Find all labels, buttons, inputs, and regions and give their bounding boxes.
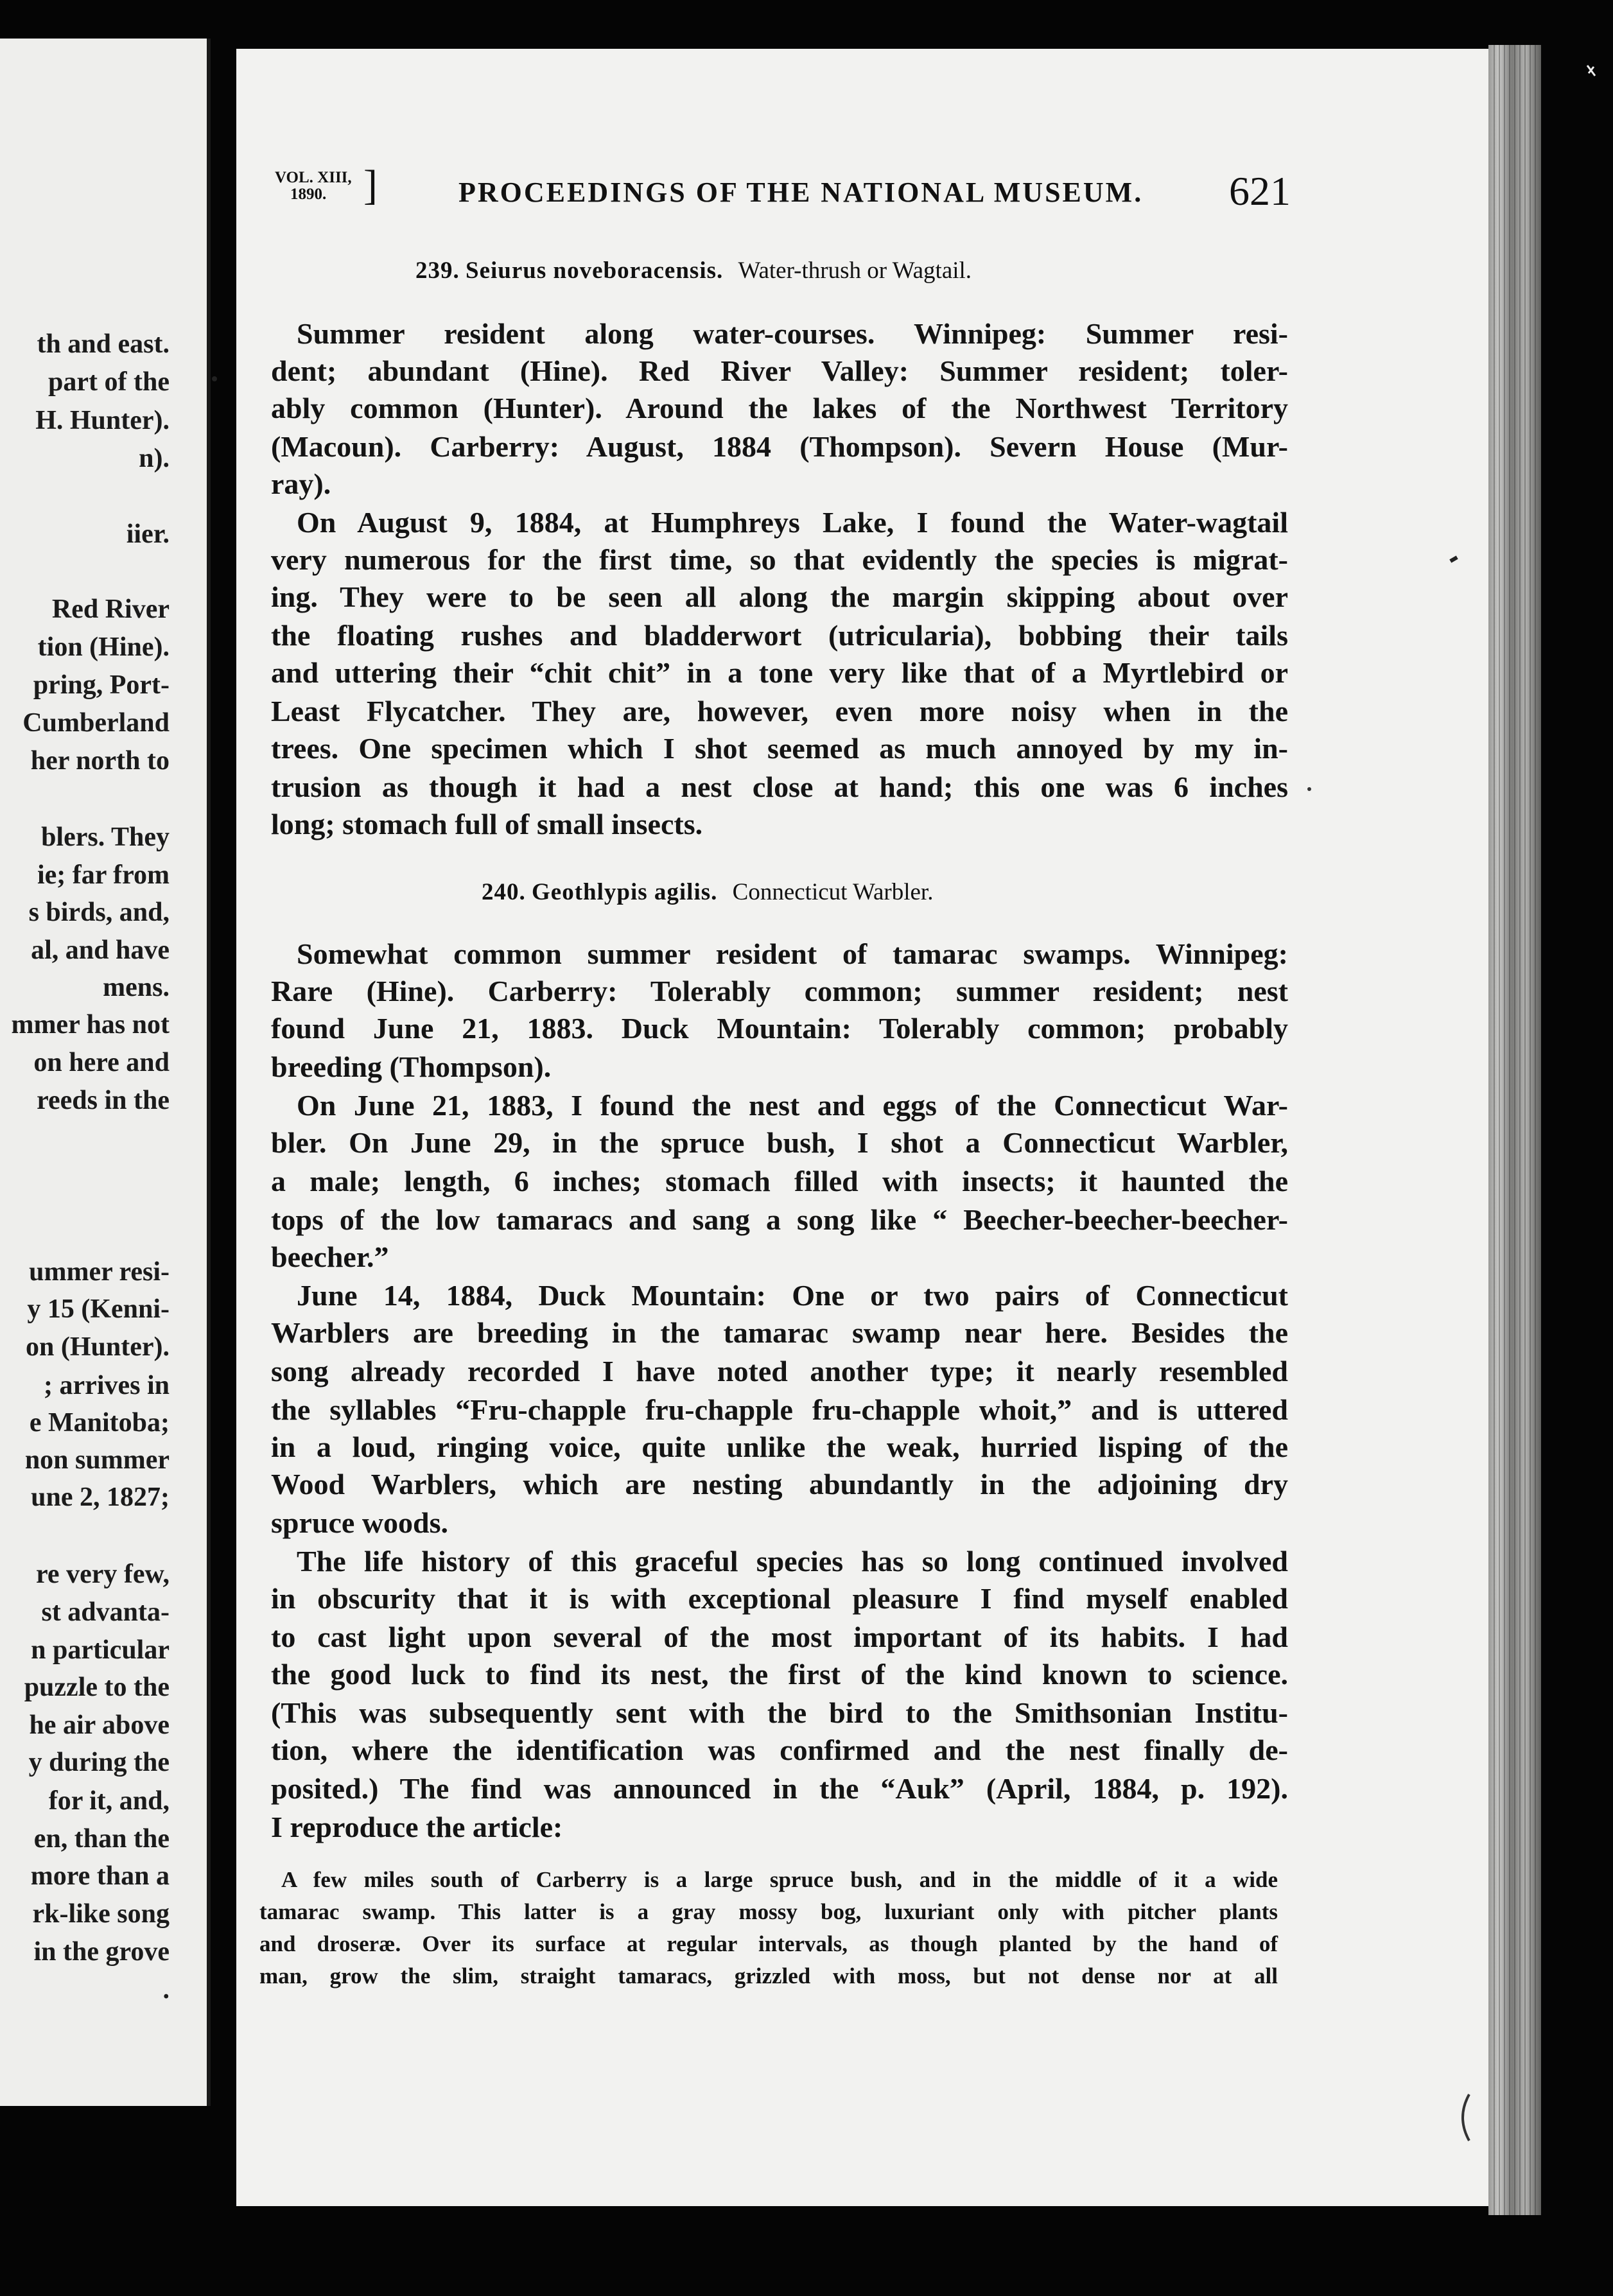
left-page-line: he air above	[29, 1710, 170, 1740]
left-page-line: pring, Port-	[33, 670, 170, 700]
text-line: trusion as though it had a nest close at hand; this one was 6 inches	[271, 770, 1288, 803]
text-line: trees. One specimen which I shot seemed as much annoyed by my in-	[271, 732, 1288, 765]
common-name: Water-thrush or Wagtail.	[738, 257, 972, 284]
text-line: Warblers are breeding in the tamarac swamp near here. Besides the	[271, 1316, 1288, 1349]
left-page-line: her north to	[30, 746, 170, 776]
volume-bracket: ]	[363, 162, 378, 209]
quoted-text-line: and droseræ. Over its surface at regular intervals, as though planted by the hand of	[259, 1931, 1278, 1956]
text-line: June 14, 1884, Duck Mountain: One or two pairs of Connecticut	[297, 1279, 1288, 1312]
text-line: ably common (Hunter). Around the lakes of the Northwest Territory	[271, 392, 1288, 424]
left-page-line: Cumberland	[22, 708, 170, 738]
text-line: song already recorded I have noted another type; it nearly resembled	[271, 1355, 1288, 1387]
left-page-line: non summer	[24, 1445, 170, 1475]
text-line: Wood Warblers, which are nesting abundantly in the adjoining dry	[271, 1468, 1288, 1500]
text-line: posited.) The find was announced in the “Auk” (April, 1884, p. 192).	[271, 1772, 1288, 1805]
volume-year: 1890.	[290, 186, 327, 203]
text-line: (Macoun). Carberry: August, 1884 (Thompson). Severn House (Mur-	[271, 430, 1288, 463]
quoted-text-line: A few miles south of Carberry is a large spruce bush, and in the middle of it a wide	[281, 1867, 1278, 1892]
text-line: the syllables “Fru-chapple fru-chapple fru-chapple whoit,” and is uttered	[271, 1393, 1288, 1426]
text-line: Summer resident along water-courses. Winnipeg: Summer resi-	[297, 317, 1288, 350]
text-line: tops of the low tamaracs and sang a song like “ Beecher-beecher-beecher-	[271, 1203, 1288, 1236]
left-page-line: blers. They	[41, 822, 170, 852]
text-line: On August 9, 1884, at Humphreys Lake, I found the Water-wagtail	[297, 506, 1288, 539]
text-line: ing. They were to be seen all along the margin skipping about over	[271, 580, 1288, 613]
text-line: to cast light upon several of the most important of its habits. I had	[271, 1621, 1288, 1653]
species-name: Seiurus noveboracensis.	[466, 257, 724, 284]
species-name: Geothlypis agilis.	[532, 879, 718, 905]
species-heading-239	[415, 257, 972, 284]
left-page-line: for it, and,	[48, 1786, 170, 1816]
left-page-line: n particular	[31, 1635, 170, 1665]
species-number: 240.	[482, 879, 526, 905]
text-line: breeding (Thompson).	[271, 1050, 552, 1083]
volume-number: VOL. XIII,	[275, 169, 352, 186]
left-page-line: .	[162, 1975, 170, 2005]
text-line: Rare (Hine). Carberry: Tolerably common; summer resident; nest	[271, 975, 1288, 1007]
left-page-line: more than a	[30, 1861, 170, 1891]
text-line: Least Flycatcher. They are, however, even more noisy when in the	[271, 695, 1288, 727]
left-page-line: reeds in the	[37, 1086, 170, 1115]
page-number: 621	[1229, 168, 1291, 214]
left-facing-page	[0, 39, 211, 2106]
volume-label	[275, 170, 352, 203]
left-page-line: tion (Hine).	[37, 632, 170, 662]
left-page-line: s birds, and,	[28, 898, 170, 927]
text-line: I reproduce the article:	[271, 1811, 563, 1843]
text-line: tion, where the identification was confirmed and the nest finally de-	[271, 1734, 1288, 1766]
left-page-line: mens.	[103, 973, 170, 1002]
text-line: The life history of this graceful species has so long continued involved	[297, 1545, 1288, 1578]
left-page-line: on (Hunter).	[26, 1332, 170, 1362]
common-name: Connecticut Warbler.	[732, 879, 934, 905]
text-line: and uttering their “chit chit” in a tone very like that of a Myrtlebird or	[271, 656, 1288, 689]
left-page-line: ie; far from	[37, 860, 170, 890]
text-line: spruce woods.	[271, 1506, 449, 1539]
text-line: very numerous for the first time, so that evidently the species is migrat-	[271, 543, 1288, 576]
species-number: 239.	[415, 257, 460, 284]
left-page-line: mmer has not	[11, 1010, 170, 1039]
text-line: found June 21, 1883. Duck Mountain: Tolerably common; probably	[271, 1012, 1288, 1045]
left-page-line: in the grove	[33, 1937, 170, 1967]
text-line: the good luck to find its nest, the first of the kind known to science.	[271, 1658, 1288, 1691]
left-page-line: on here and	[33, 1048, 170, 1077]
left-page-line: n).	[139, 444, 170, 473]
margin-dot	[212, 376, 217, 381]
left-page-line: iier.	[126, 519, 170, 549]
left-page-line: y during the	[28, 1748, 170, 1777]
quoted-text-line: man, grow the slim, straight tamaracs, grizzled with moss, but not dense nor at all	[259, 1963, 1278, 1988]
margin-bracket-mark	[1452, 2092, 1472, 2143]
left-page-line: th and east.	[37, 329, 170, 359]
text-line: On June 21, 1883, I found the nest and eggs of the Connecticut War-	[297, 1089, 1288, 1122]
text-line: Somewhat common summer resident of tamarac swamps. Winnipeg:	[297, 937, 1288, 970]
text-line: a male; length, 6 inches; stomach filled with insects; it haunted the	[271, 1165, 1288, 1197]
species-heading-240	[482, 878, 933, 906]
left-page-line: en, than the	[33, 1824, 170, 1854]
left-page-line: re very few,	[36, 1560, 170, 1589]
text-line: bler. On June 29, in the spruce bush, I shot a Connecticut Warbler,	[271, 1126, 1288, 1159]
left-page-line: ummer resi-	[29, 1257, 170, 1287]
text-line: ray).	[271, 467, 331, 500]
scratch-mark	[1586, 64, 1596, 77]
left-page-line: une 2, 1827;	[31, 1483, 170, 1512]
text-line: in obscurity that it is with exceptional pleasure I find myself enabled	[271, 1582, 1288, 1615]
left-page-line: al, and have	[31, 935, 170, 965]
running-head: PROCEEDINGS OF THE NATIONAL MUSEUM.	[458, 177, 1144, 208]
left-page-line: y 15 (Kenni-	[27, 1294, 170, 1324]
left-page-line: e Manitoba;	[29, 1408, 170, 1438]
left-page-line: Red River	[51, 595, 170, 624]
margin-dot	[1307, 787, 1311, 791]
left-page-line: puzzle to the	[24, 1673, 170, 1702]
text-line: (This was subsequently sent with the bird to the Smithsonian Institu-	[271, 1696, 1288, 1729]
page-edge-stack	[1494, 45, 1536, 2215]
left-page-line: rk-like song	[32, 1899, 170, 1929]
left-page-line: part of the	[48, 367, 170, 397]
text-line: dent; abundant (Hine). Red River Valley: Summer resident; toler-	[271, 354, 1288, 387]
left-page-line: st advanta-	[41, 1597, 170, 1627]
text-line: in a loud, ringing voice, quite unlike the weak, hurried lisping of the	[271, 1431, 1288, 1463]
text-line: beecher.”	[271, 1240, 389, 1273]
left-page-line: H. Hunter).	[35, 406, 170, 435]
left-page-line: ; arrives in	[44, 1371, 170, 1400]
quoted-text-line: tamarac swamp. This latter is a gray mossy bog, luxuriant only with pitcher plants	[259, 1899, 1278, 1924]
text-line: long; stomach full of small insects.	[271, 808, 703, 840]
text-line: the floating rushes and bladderwort (utricularia), bobbing their tails	[271, 619, 1288, 652]
